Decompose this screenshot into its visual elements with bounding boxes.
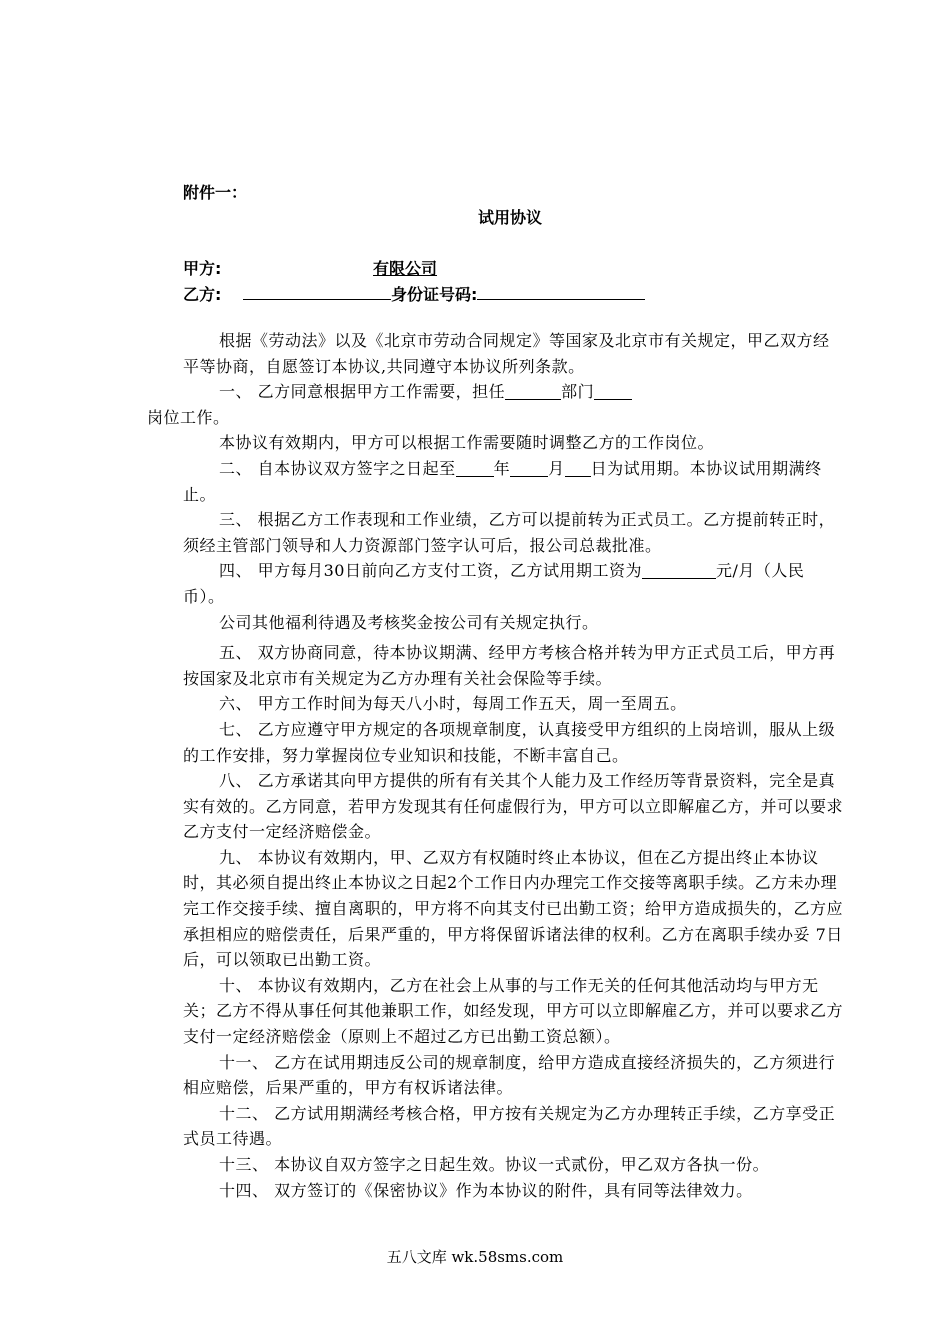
id-number-label: 身份证号码: (391, 285, 478, 304)
clause-4-note: 公司其他福利待遇及考核奖金按公司有关规定执行。 (219, 612, 599, 632)
party-b-name-blank (243, 285, 391, 300)
clause-4 (183, 558, 843, 609)
clause-12: 十二、 乙方试用期满经考核合格，甲方按有关规定为乙方办理转正手续，乙方享受正式员工待遇。 (183, 1103, 836, 1149)
clause-2 (183, 456, 843, 507)
salary-blank (642, 562, 716, 579)
department-blank (505, 383, 561, 400)
clause-2-text-a: 二、 自本协议双方签字之日起至 (219, 458, 456, 478)
clause-1-note: 本协议有效期内，甲方可以根据工作需要随时调整乙方的工作岗位。 (219, 433, 715, 453)
party-a-line (183, 256, 437, 279)
agreement-body (147, 328, 844, 1203)
footer-watermark: 五八文库 wk.58sms.com (386, 1248, 564, 1266)
clause-6: 六、 甲方工作时间为每天八小时，每周工作五天，周一至周五。 (219, 694, 687, 714)
clause-9: 九、 本协议有效期内，甲、乙双方有权随时终止本协议，但在乙方提出终止本协议时，其必须自提出终止本协议之日起2个工作日内办理完工作交接等离职手续。乙方未办理完工作交接手续、擅自离职的，甲方将不向其支付已出勤工资；给甲方造成损失的，乙方应承担相应的赔偿责任，后果严重的，甲方将保留诉诸法律的权利。乙方在离职手续办妥 7日后，可以领取已出勤工资。 (183, 847, 844, 970)
id-number-blank (477, 285, 645, 300)
clause-1 (147, 379, 843, 430)
clause-2-month: 月 (548, 458, 565, 478)
end-month-blank (510, 460, 548, 477)
clause-11: 十一、 乙方在试用期违反公司的规章制度，给甲方造成直接经济损失的，乙方须进行相应赔偿，后果严重的，甲方有权诉诸法律。 (183, 1052, 836, 1098)
attachment-label: 附件一： (183, 183, 248, 202)
clause-4-text-b: 元/月（人民币）。 (183, 561, 805, 606)
clause-8: 八、 乙方承诺其向甲方提供的所有有关其个人能力及工作经历等背景资料，完全是真实有效的。乙方同意，若甲方发现其有任何虚假行为，甲方可以立即解雇乙方，并可以要求乙方支付一定经济赔偿金。 (183, 771, 844, 842)
clause-13: 十三、 本协议自双方签字之日起生效。协议一式贰份，甲乙双方各执一份。 (219, 1155, 770, 1174)
clause-1-text-c: 岗位工作。 (147, 407, 230, 427)
clause-1-text-a: 一、 乙方同意根据甲方工作需要，担任 (219, 382, 506, 402)
clause-7: 七、 乙方应遵守甲方规定的各项规章制度，认真接受甲方组织的上岗培训，服从上级的工作安排，努力掌握岗位专业知识和技能，不断丰富自己。 (183, 719, 836, 765)
clause-10: 十、 本协议有效期内，乙方在社会上从事的与工作无关的任何其他活动均与甲方无关；乙方不得从事任何其他兼职工作，如经发现，甲方可以立即解雇乙方，并可以要求乙方支付一定经济赔偿金（原则上不超过乙方已出勤工资总额）。 (183, 975, 844, 1047)
party-b-line (183, 282, 645, 305)
clause-2-text-d: 日为试用期。本协议试用期满终止。 (183, 458, 822, 504)
clause-3: 三、 根据乙方工作表现和工作业绩，乙方可以提前转为正式员工。乙方提前转正时，须经主管部门领导和人力资源部门签字认可后，报公司总裁批准。 (183, 510, 836, 555)
intro-paragraph: 根据《劳动法》以及《北京市劳动合同规定》等国家及北京市有关规定，甲乙双方经平等协商，自愿签订本协议,共同遵守本协议所列条款。 (183, 331, 830, 376)
clause-2-year: 年 (493, 458, 511, 478)
position-blank (594, 383, 632, 400)
party-a-name: 有限公司 (373, 259, 438, 278)
clause-4-text-a: 四、 甲方每月30日前向乙方支付工资，乙方试用期工资为 (219, 561, 642, 581)
end-year-blank (456, 460, 494, 477)
clause-5: 五、 双方协商同意，待本协议期满、经甲方考核合格并转为甲方正式员工后，甲方再按国家及北京市有关规定为乙方办理有关社会保险等手续。 (183, 643, 836, 688)
clause-1-text-b: 部门 (561, 382, 595, 402)
end-day-blank (565, 460, 591, 477)
clause-14: 十四、 双方签订的《保密协议》作为本协议的附件，具有同等法律效力。 (219, 1180, 753, 1200)
party-a-label: 甲方: (183, 259, 222, 278)
document-title: 试用协议 (477, 208, 542, 227)
party-b-label: 乙方: (183, 285, 222, 304)
